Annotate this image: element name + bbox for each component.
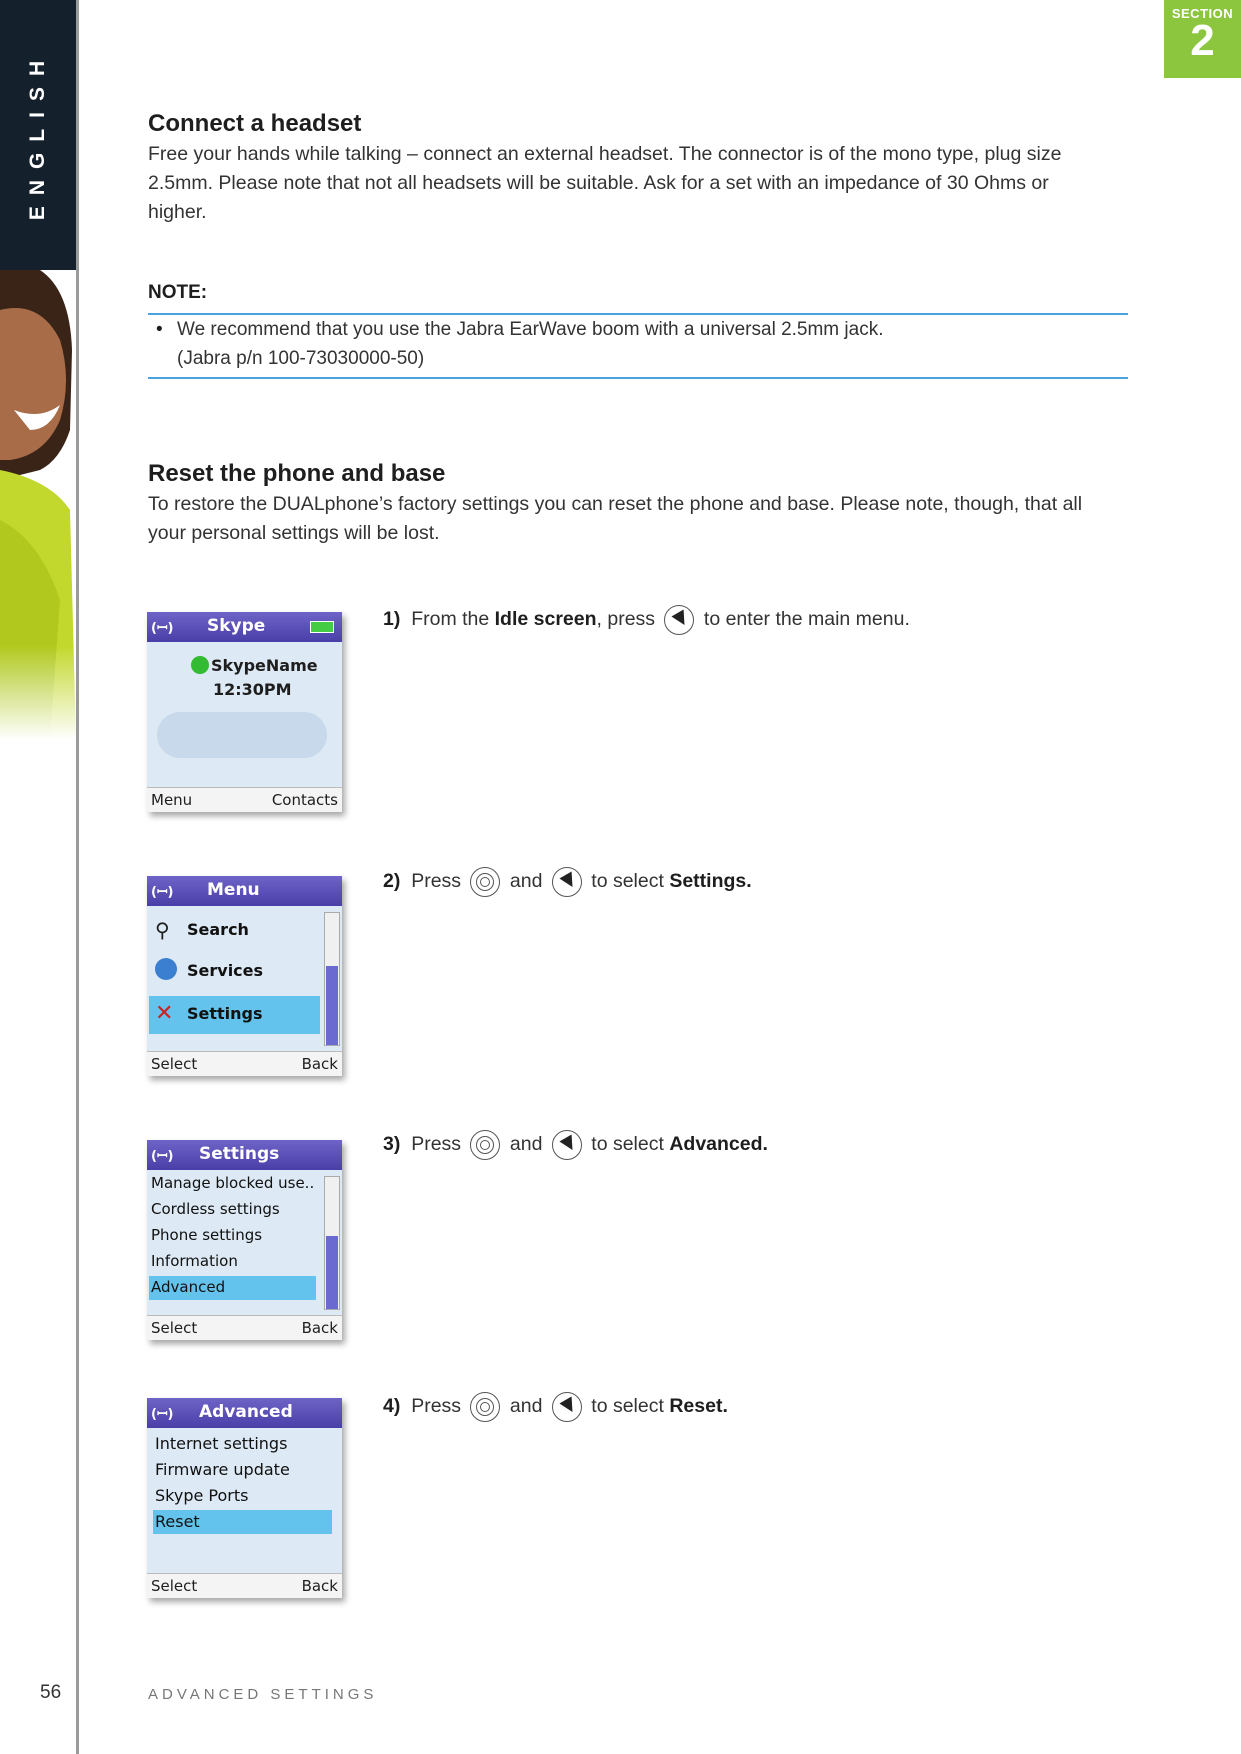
step-4	[383, 1392, 728, 1422]
settings-header	[147, 1140, 342, 1170]
advanced-screen	[147, 1398, 342, 1598]
antenna-icon: (ꟷ)	[151, 885, 174, 900]
step-3	[383, 1130, 768, 1160]
sidebar	[0, 0, 79, 1754]
step-number: 3)	[383, 1133, 401, 1156]
menu-screen	[147, 876, 342, 1076]
language-bar	[0, 0, 76, 270]
menu-title: Menu	[207, 880, 260, 900]
language-label: ENGLISH	[26, 49, 49, 221]
softkey-left: Menu	[151, 791, 193, 809]
step-bold: Settings.	[669, 870, 752, 893]
headset-section	[148, 110, 1128, 227]
step-number: 1)	[383, 608, 401, 631]
woman-photo	[0, 270, 76, 740]
right-arrow-key-icon	[664, 605, 694, 635]
idle-time: 12:30PM	[213, 680, 292, 699]
menu-header	[147, 876, 342, 906]
idle-screen	[147, 612, 342, 812]
reset-body-1: To restore the DUALphone’s factory settings you can reset the phone and base. Please note, though, that all	[148, 493, 1083, 515]
settings-item: Cordless settings	[151, 1200, 280, 1218]
step-bold: Reset.	[669, 1395, 728, 1418]
advanced-body	[147, 1428, 342, 1574]
settings-body	[147, 1170, 342, 1316]
step-1	[383, 605, 910, 635]
idle-skype-name: SkypeName	[211, 656, 318, 675]
search-icon: ⚲	[155, 918, 170, 942]
note-line-1: We recommend that you use the Jabra EarWave boom with a universal 2.5mm jack.	[177, 319, 884, 340]
menu-body	[147, 906, 342, 1052]
step-text: , press	[596, 608, 656, 631]
step-text: to select	[591, 1133, 664, 1156]
online-check-icon	[191, 656, 209, 674]
menu-softkeys	[147, 1051, 342, 1076]
settings-scrollbar	[324, 1176, 340, 1310]
menu-item: Services	[187, 961, 264, 980]
advanced-item: Reset	[155, 1512, 200, 1531]
antenna-icon: (ꟷ)	[151, 1407, 174, 1422]
softkey-right: Back	[301, 1055, 338, 1073]
menu-item: Search	[187, 920, 249, 939]
step-bold: Advanced.	[669, 1133, 768, 1156]
page-number: 56	[40, 1682, 62, 1703]
settings-title: Settings	[199, 1144, 280, 1164]
menu-item: Settings	[187, 1004, 263, 1023]
advanced-item: Skype Ports	[155, 1486, 249, 1505]
navigation-key-icon	[470, 1392, 500, 1422]
right-arrow-key-icon	[552, 1392, 582, 1422]
settings-item: Manage blocked use..	[151, 1174, 315, 1192]
menu-scrollbar	[324, 912, 340, 1046]
footer-title: ADVANCED SETTINGS	[148, 1686, 378, 1703]
settings-item: Information	[151, 1252, 238, 1270]
softkey-left: Select	[151, 1055, 198, 1073]
step-bold: Idle screen	[494, 608, 597, 631]
note-box	[148, 313, 1128, 379]
settings-item: Phone settings	[151, 1226, 263, 1244]
battery-icon	[310, 621, 334, 633]
step-text: Press	[411, 870, 462, 893]
step-2	[383, 867, 752, 897]
softkey-left: Select	[151, 1319, 198, 1337]
idle-header	[147, 612, 342, 642]
idle-body	[147, 642, 342, 788]
step-text: to select	[591, 870, 664, 893]
advanced-item: Internet settings	[155, 1434, 288, 1453]
step-text: to select	[591, 1395, 664, 1418]
softkey-right: Back	[301, 1577, 338, 1595]
note-line-2: (Jabra p/n 100-73030000-50)	[177, 348, 425, 369]
step-text: and	[509, 870, 543, 893]
skype-services-icon	[155, 958, 177, 980]
step-text: and	[509, 1395, 543, 1418]
step-text: From the	[411, 608, 490, 631]
section-tab	[1164, 0, 1241, 78]
right-arrow-key-icon	[552, 867, 582, 897]
headset-body-2: 2.5mm. Please note that not all headsets will be suitable. Ask for a set with an impedance of 30 Ohms or	[148, 172, 1049, 194]
step-text: Press	[411, 1133, 462, 1156]
navigation-key-icon	[470, 867, 500, 897]
softkey-right: Contacts	[271, 791, 338, 809]
antenna-icon: (ꟷ)	[151, 1149, 174, 1164]
idle-softkeys	[147, 787, 342, 812]
idle-title: Skype	[207, 616, 266, 636]
antenna-icon: (ꟷ)	[151, 621, 174, 636]
reset-body-2: your personal settings will be lost.	[148, 522, 440, 544]
step-text: and	[509, 1133, 543, 1156]
step-text: Press	[411, 1395, 462, 1418]
settings-softkeys	[147, 1315, 342, 1340]
step-text: to enter the main menu.	[703, 608, 910, 631]
reset-section	[148, 460, 1128, 548]
note-label: NOTE:	[148, 282, 208, 303]
settings-screen	[147, 1140, 342, 1340]
section-number: 2	[1190, 16, 1215, 65]
advanced-item: Firmware update	[155, 1460, 290, 1479]
right-arrow-key-icon	[552, 1130, 582, 1160]
headset-title: Connect a headset	[148, 110, 362, 137]
advanced-softkeys	[147, 1573, 342, 1598]
tools-icon: ✕	[155, 1001, 174, 1026]
step-number: 4)	[383, 1395, 401, 1418]
navigation-key-icon	[470, 1130, 500, 1160]
skype-watermark-logo	[157, 712, 327, 758]
advanced-header	[147, 1398, 342, 1428]
advanced-title: Advanced	[199, 1402, 293, 1422]
headset-body-1: Free your hands while talking – connect an external headset. The connector is of the mono type, plug size	[148, 143, 1062, 165]
section-label: SECTION	[1171, 6, 1234, 21]
headset-body-3: higher.	[148, 201, 207, 223]
softkey-right: Back	[301, 1319, 338, 1337]
settings-item: Advanced	[151, 1278, 226, 1296]
softkey-left: Select	[151, 1577, 198, 1595]
reset-title: Reset the phone and base	[148, 460, 446, 487]
step-number: 2)	[383, 870, 401, 893]
note-bullet: •	[156, 319, 163, 340]
